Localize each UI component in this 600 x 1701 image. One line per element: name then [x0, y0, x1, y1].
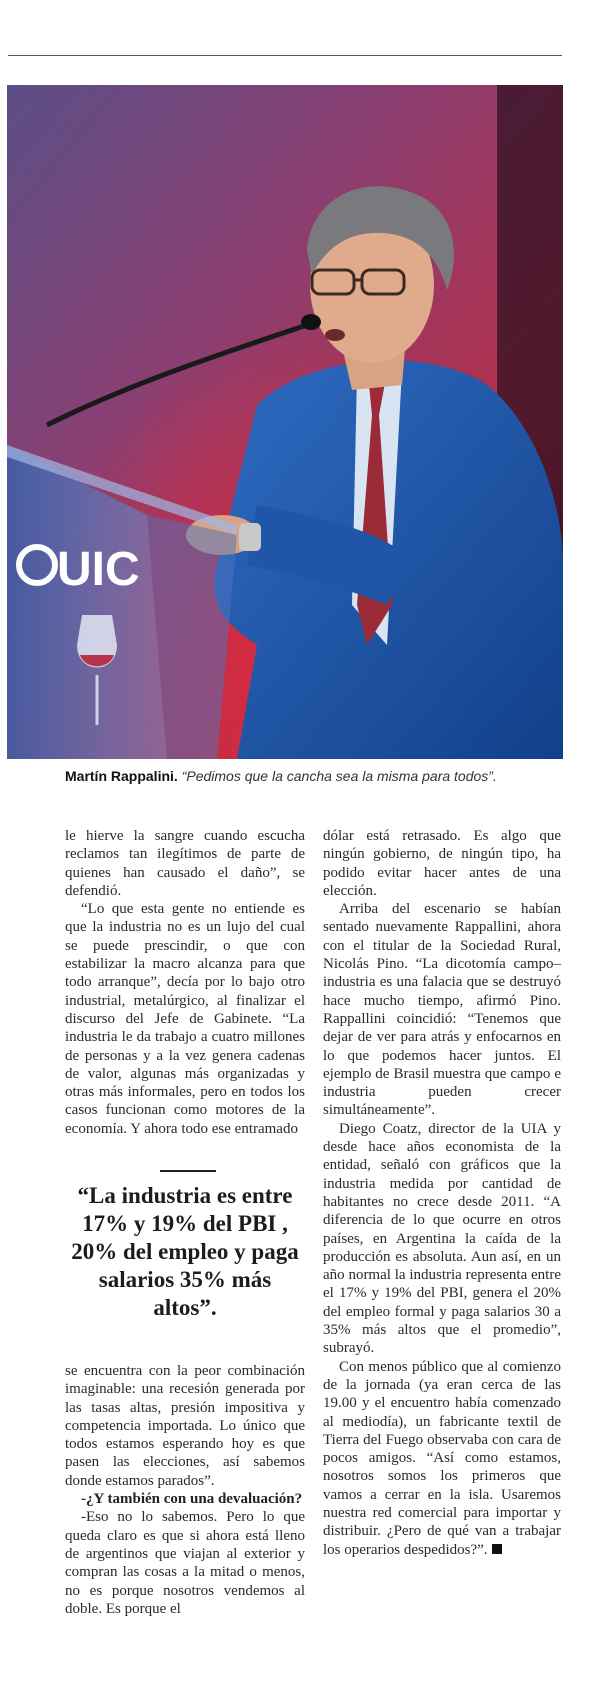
paragraph: le hierve la sangre cuando escucha reclamos tan ilegítimos de parte de quienes han causado el daño”, se defendió. [65, 828, 305, 899]
caption-name: Martín Rappalini. [65, 768, 178, 784]
pullquote-divider [160, 1170, 216, 1172]
end-of-article-icon [492, 1544, 502, 1554]
article-column-left-top [65, 827, 305, 1138]
top-divider [8, 55, 562, 56]
podium-logo: UIC [57, 543, 140, 596]
article-photo [7, 85, 563, 759]
paragraph-final-text: Con menos público que al comienzo de la jornada (ya eran cerca de las 19.00 y el encuentro había comenzado al mediodía), un fabricante textil de Tierra del Fuego observaba con cara de pocos amigos. “Así como estamos, nosotros somos los primeros que vamos a cerrar en la isla. Usaremos nuestra red comercial para importar y distribuir. ¿Pero de qué van a trabajar los operarios despedidos?”. [323, 1358, 561, 1558]
pullquote: “La industria es entre 17% y 19% del PBI , 20% del empleo y paga salarios 35% más altos”. [71, 1183, 299, 1320]
paragraph: Diego Coatz, director de la UIA y desde hace años economista de la entidad, señaló con gráficos que la industria medida por cantidad de habitantes no crece desde 2011. “A diferencia de lo que ocurre en otros países, en Argentina la caída de la producción es absoluta. Aun así, en un año normal la industria representa entre el 17% y 19% del PBI, genera el 20% del empleo formal y paga salarios 30 a 35% más altos que el promedio”, subrayó. [323, 1120, 561, 1357]
interview-question: -¿Y también con una devaluación? [81, 1491, 303, 1508]
interview-answer: -Eso no lo sabemos. Pero lo que queda claro es que si ahora está lleno de argentinos que viajan al exterior y compran las cosas a la mitad o menos, no es porque nosotros vendemos al doble. Es porque el [65, 1509, 305, 1617]
paragraph: “Lo que esta gente no entiende es que la industria no es un lujo del cual se puede prescindir, o que con estabilizar la macro alcanza para que todo arranque”, decía por lo bajo otro industrial, metalúrgico, al finalizar el discurso del Jefe de Gabinete. “La industria le da trabajo a cuatro millones de personas y a la vez genera cadenas de valor, algunas más organizadas y otras más informales, pero en todos los casos funcionan como motores de la economía. Y ahora todo ese entramado [65, 901, 305, 1137]
article-column-right [323, 827, 561, 1559]
caption-quote: “Pedimos que la cancha sea la misma para todos”. [181, 768, 497, 784]
paragraph: se encuentra con la peor combinación imaginable: una recesión generada por las tasas altas, presión impositiva y competencia importada. Lo único que todos estamos esperando hoy es que pasen las elecciones, así sabemos donde estamos parados”. [65, 1363, 305, 1489]
photo-caption [65, 767, 565, 785]
paragraph: dólar está retrasado. Es algo que ningún gobierno, de ningún tipo, ha podido evitar hacer antes de una elección. [323, 828, 561, 899]
speaker-at-podium-illustration [7, 85, 563, 759]
paragraph: Arriba del escenario se habían sentado nuevamente Rappallini, ahora con el titular de la Sociedad Rural, Nicolás Pino. “La dicotomía campo–industria es una falacia que se destruyó hace mucho tiempo, afirmó Pino. Rappallini coincidió: “Tenemos que dejar de ver para atrás y enfocarnos en lo que podemos hacer juntos. El ejemplo de Brasil muestra que campo e industria pueden crecer simultáneamente”. [323, 901, 561, 1119]
article-column-left-bottom [65, 1362, 305, 1618]
paragraph-final [323, 1358, 561, 1559]
